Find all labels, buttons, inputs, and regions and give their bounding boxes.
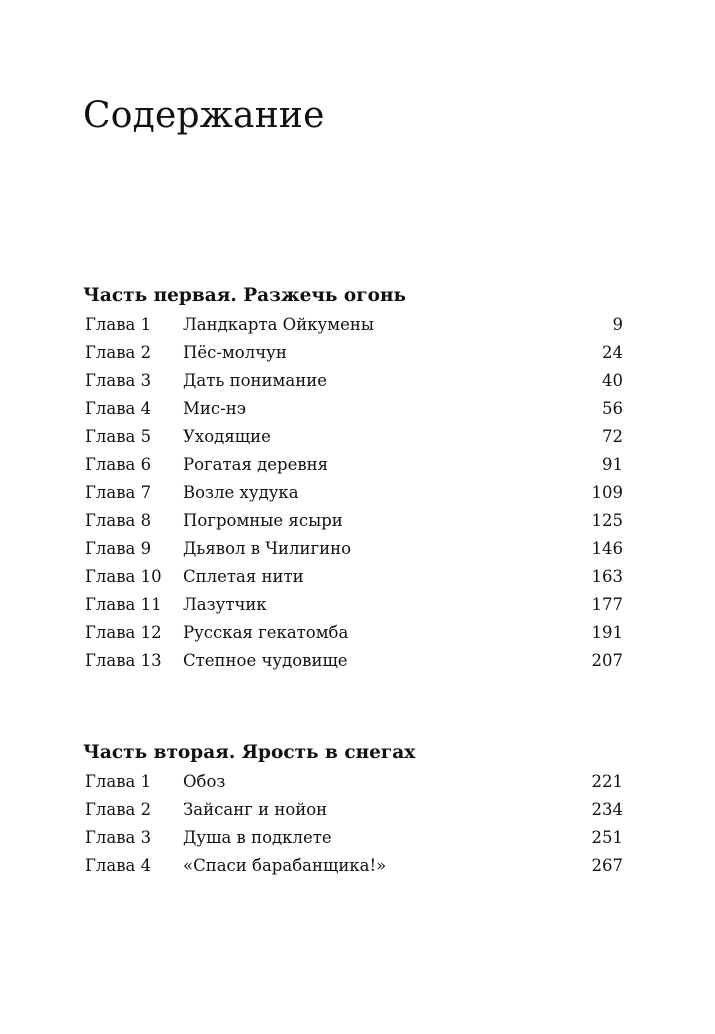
chapter-number: Глава 13 — [85, 651, 162, 670]
chapter-title: Лазутчик — [183, 595, 267, 614]
toc-row — [83, 647, 625, 675]
chapter-title: Пёс-молчун — [183, 343, 287, 362]
chapter-number: Глава 9 — [85, 539, 152, 558]
toc-part-2 — [83, 740, 625, 880]
chapter-page: 221 — [591, 772, 623, 791]
chapter-page: 91 — [602, 455, 623, 474]
toc-row — [83, 507, 625, 535]
chapter-title: «Спаси барабанщика!» — [183, 856, 387, 875]
toc-row — [83, 824, 625, 852]
toc-row — [83, 479, 625, 507]
chapter-title: Дьявол в Чилигино — [183, 539, 352, 558]
chapter-title: Обоз — [183, 772, 226, 791]
toc-row — [83, 591, 625, 619]
chapter-number: Глава 7 — [85, 483, 152, 502]
chapter-number: Глава 1 — [85, 772, 152, 791]
chapter-title: Уходящие — [183, 427, 271, 446]
chapter-title: Зайсанг и нойон — [183, 800, 328, 819]
chapter-page: 56 — [602, 399, 623, 418]
toc-row — [83, 339, 625, 367]
toc-row — [83, 423, 625, 451]
chapter-page: 109 — [591, 483, 623, 502]
chapter-page: 267 — [591, 856, 623, 875]
chapter-list — [83, 311, 625, 675]
toc-row — [83, 796, 625, 824]
toc-row — [83, 768, 625, 796]
chapter-page: 177 — [591, 595, 623, 614]
chapter-page: 40 — [602, 371, 623, 390]
toc-part-1 — [83, 283, 625, 675]
chapter-number: Глава 10 — [85, 567, 162, 586]
chapter-title: Рогатая деревня — [183, 455, 329, 474]
chapter-page: 234 — [591, 800, 623, 819]
chapter-number: Глава 1 — [85, 315, 152, 334]
chapter-title: Сплетая нити — [183, 567, 304, 586]
chapter-number: Глава 8 — [85, 511, 152, 530]
toc-row — [83, 311, 625, 339]
chapter-number: Глава 6 — [85, 455, 152, 474]
chapter-list — [83, 768, 625, 880]
chapter-page: 207 — [591, 651, 623, 670]
chapter-page: 72 — [602, 427, 623, 446]
chapter-page: 191 — [591, 623, 623, 642]
toc-row — [83, 852, 625, 880]
chapter-number: Глава 11 — [85, 595, 162, 614]
toc-row — [83, 395, 625, 423]
toc-row — [83, 451, 625, 479]
toc-row — [83, 563, 625, 591]
chapter-page: 146 — [591, 539, 623, 558]
toc-row — [83, 367, 625, 395]
chapter-title: Дать понимание — [183, 371, 327, 390]
chapter-page: 24 — [602, 343, 623, 362]
part-heading: Часть первая. Разжечь огонь — [83, 285, 407, 306]
chapter-page: 251 — [591, 828, 623, 847]
chapter-title: Душа в подклете — [183, 828, 332, 847]
chapter-number: Глава 4 — [85, 399, 152, 418]
chapter-page: 9 — [612, 315, 623, 334]
chapter-title: Степное чудовище — [183, 651, 348, 670]
chapter-number: Глава 5 — [85, 427, 152, 446]
chapter-page: 125 — [591, 511, 623, 530]
chapter-page: 163 — [591, 567, 623, 586]
chapter-title: Погромные ясыри — [183, 511, 343, 530]
chapter-number: Глава 2 — [85, 800, 152, 819]
chapter-title: Мис-нэ — [183, 399, 246, 418]
chapter-number: Глава 2 — [85, 343, 152, 362]
chapter-number: Глава 3 — [85, 828, 152, 847]
chapter-number: Глава 3 — [85, 371, 152, 390]
toc-row — [83, 619, 625, 647]
chapter-title: Русская гекатомба — [183, 623, 349, 642]
chapter-number: Глава 12 — [85, 623, 162, 642]
page-title: Содержание — [83, 95, 325, 136]
toc-row — [83, 535, 625, 563]
chapter-number: Глава 4 — [85, 856, 152, 875]
part-heading: Часть вторая. Ярость в снегах — [83, 742, 416, 763]
chapter-title: Возле худука — [183, 483, 299, 502]
chapter-title: Ландкарта Ойкумены — [183, 315, 374, 334]
